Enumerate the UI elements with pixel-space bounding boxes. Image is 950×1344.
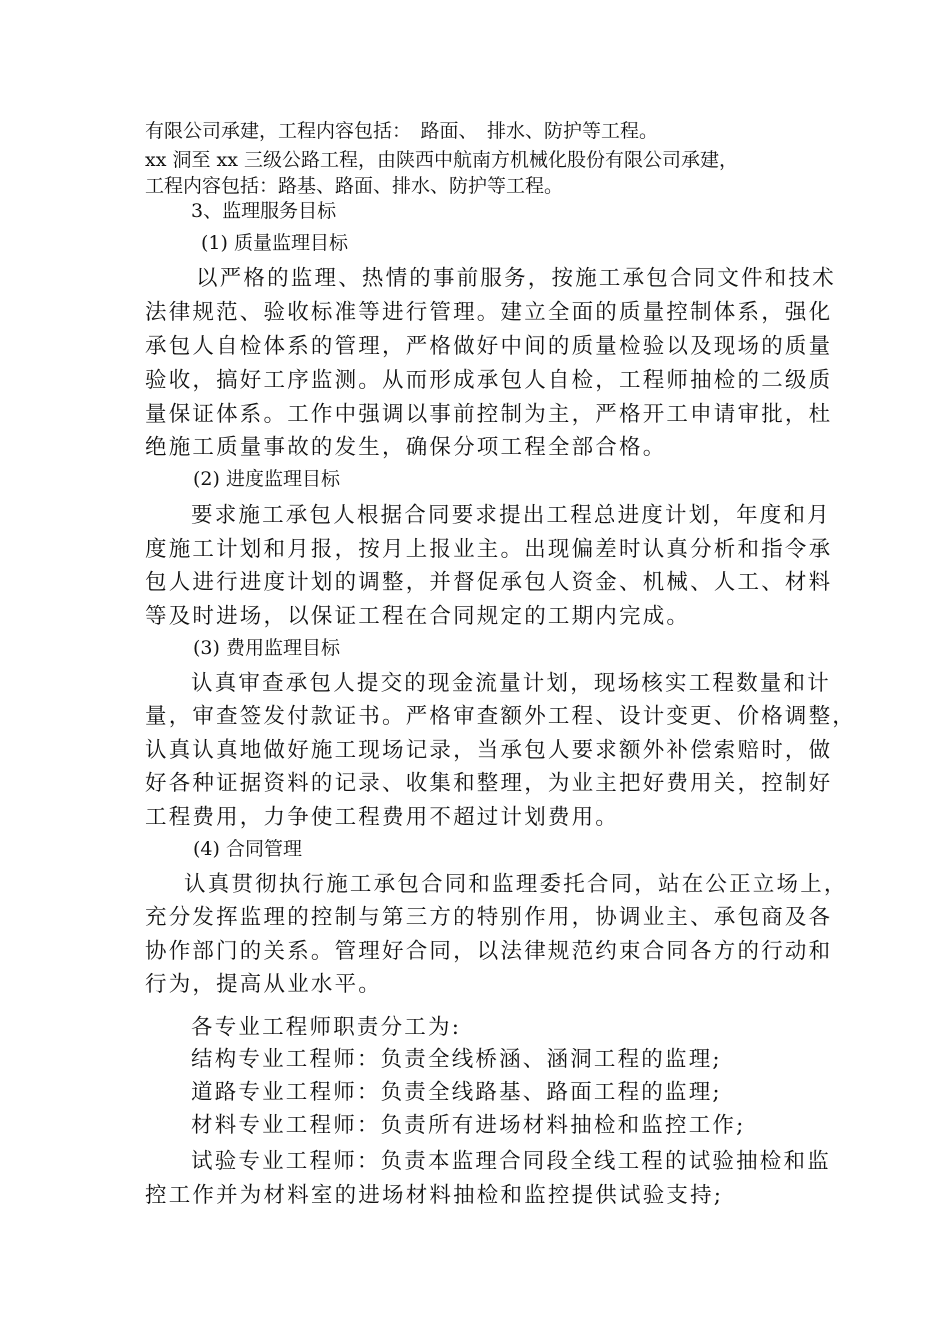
text-line: 验收，搞好工序监测。从而形成承包人自检，工程师抽检的二级质 <box>145 368 833 393</box>
text-line: 行为，提高从业水平。 <box>145 972 383 997</box>
subsection-heading: (4) 合同管理 <box>193 838 302 860</box>
text-line: 要求施工承包人根据合同要求提出工程总进度计划，年度和月 <box>191 503 831 528</box>
text-line: 控工作并为材料室的进场材料抽检和监控提供试验支持; <box>145 1183 724 1208</box>
text-line: 承包人自检体系的管理，严格做好中间的质量检验以及现场的质量 <box>145 334 833 359</box>
text-line: 绝施工质量事故的发生，确保分项工程全部合格。 <box>145 435 667 460</box>
text-line: 道路专业工程师：负责全线路基、路面工程的监理; <box>191 1080 722 1105</box>
subsection-heading: (2) 进度监理目标 <box>193 468 340 490</box>
text-line: 工程费用，力争使工程费用不超过计划费用。 <box>145 805 620 830</box>
section-heading: 3、监理服务目标 <box>191 200 337 222</box>
text-line: 协作部门的关系。管理好合同，以法律规范约束合同各方的行动和 <box>145 939 833 964</box>
subsection-heading: (1) 质量监理目标 <box>201 232 348 254</box>
text-line: 以严格的监理、热情的事前服务，按施工承包合同文件和技术 <box>196 266 836 291</box>
text-line: 法律规范、验收标准等进行管理。建立全面的质量控制体系，强化 <box>145 300 833 325</box>
text-line: 度施工计划和月报，按月上报业主。出现偏差时认真分析和指令承 <box>145 537 833 562</box>
subsection-heading: (3) 费用监理目标 <box>193 637 340 659</box>
text-line: 有限公司承建，工程内容包括： 路面、 排水、防护等工程。 <box>145 120 659 142</box>
text-line: 量，审查签发付款证书。严格审查额外工程、设计变更、价格调整， <box>145 704 857 729</box>
text-line: xx 洞至 xx 三级公路工程，由陕西中航南方机械化股份有限公司承建， <box>145 149 738 171</box>
text-line: 等及时进场，以保证工程在合同规定的工期内完成。 <box>145 604 691 629</box>
text-line: 充分发挥监理的控制与第三方的特别作用，协调业主、承包商及各 <box>145 905 833 930</box>
text-line: 工程内容包括：路基、路面、排水、防护等工程。 <box>145 175 564 197</box>
text-line: 认真贯彻执行施工承包合同和监理委托合同，站在公正立场上， <box>184 872 848 897</box>
text-line: 材料专业工程师：负责所有进场材料抽检和监控工作; <box>191 1113 746 1138</box>
text-line: 结构专业工程师：负责全线桥涵、涵洞工程的监理; <box>191 1047 722 1072</box>
text-line: 认真认真地做好施工现场记录，当承包人要求额外补偿索赔时，做 <box>145 738 833 763</box>
text-line: 好各种证据资料的记录、收集和整理，为业主把好费用关，控制好 <box>145 771 833 796</box>
text-line: 试验专业工程师：负责本监理合同段全线工程的试验抽检和监 <box>191 1149 831 1174</box>
text-line: 各专业工程师职责分工为: <box>191 1015 462 1040</box>
text-line: 包人进行进度计划的调整，并督促承包人资金、机械、人工、材料 <box>145 570 833 595</box>
text-line: 量保证体系。工作中强调以事前控制为主，严格开工申请审批，杜 <box>145 402 833 427</box>
text-line: 认真审查承包人提交的现金流量计划，现场核实工程数量和计 <box>191 671 831 696</box>
